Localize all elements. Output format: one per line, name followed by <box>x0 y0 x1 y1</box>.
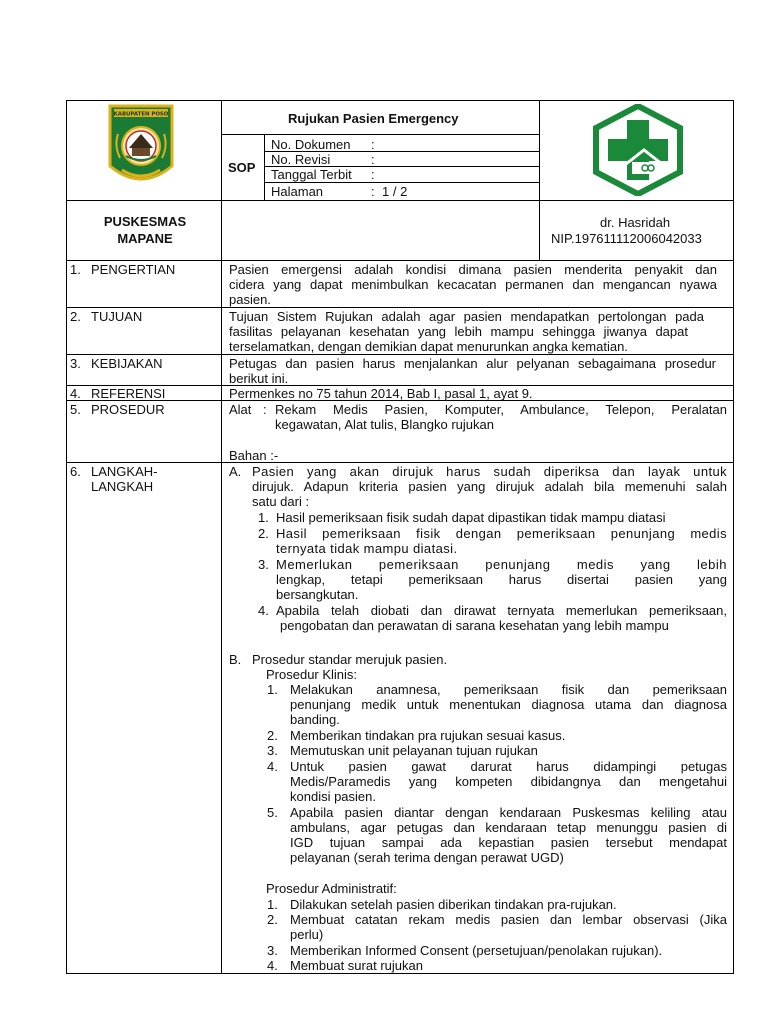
list-item: pengobatan dan perawatan di sarana kesehatan yang lebih mampu <box>280 618 669 633</box>
pengertian-text: cidera yang dapat menimbulkan kecacatan permanen dan mengancan nyawa <box>229 277 717 292</box>
section-number: 4. <box>70 386 81 401</box>
field-sep: : <box>371 152 375 167</box>
list-item: Memerlukan pemeriksaan penunjang medis yang lebih <box>276 557 727 572</box>
field-label-tanggal-terbit: Tanggal Terbit <box>271 167 352 182</box>
alat-sep: : <box>263 402 267 417</box>
field-sep: : <box>371 167 375 182</box>
list-item: Melakukan anamnesa, pemeriksaan fisik dan pemeriksaan <box>290 682 727 697</box>
sop-label: SOP <box>228 160 256 175</box>
list-item: banding. <box>290 712 340 727</box>
list-item: Hasil pemeriksaan fisik dengan pemeriksaan penunjang medis <box>276 526 727 541</box>
field-sep: : <box>371 184 375 199</box>
kebijakan-text: berikut ini. <box>229 371 289 386</box>
section-label-prosedur: PROSEDUR <box>91 402 165 417</box>
pengertian-text: Pasien emergensi adalah kondisi dimana pasien menderita penyakit dan <box>229 262 717 277</box>
list-number: 3. <box>258 557 269 572</box>
list-number: 5. <box>267 805 278 820</box>
alat-text: Rekam Medis Pasien, Komputer, Ambulance, Telepon, Peralatan <box>275 402 727 417</box>
a-text: satu dari : <box>252 494 310 509</box>
list-number: 1. <box>267 682 278 697</box>
field-sep: : <box>371 137 375 152</box>
list-item: pelayanan (serah terima dengan perawat UGD) <box>290 850 564 865</box>
section-label-pengertian: PENGERTIAN <box>91 262 176 277</box>
section-number: 2. <box>70 309 81 324</box>
section-number: 5. <box>70 402 81 417</box>
emblem-label: KABUPATEN POSO <box>113 111 169 118</box>
field-label-halaman: Halaman <box>271 184 324 199</box>
list-item: ternyata tidak mampu diatasi. <box>276 541 458 556</box>
list-number: 4. <box>267 759 278 774</box>
list-item: Membuat surat rujukan <box>290 958 423 973</box>
tujuan-text: fasilitas pelayanan kesehatan yang lebih mampu sehingga jiwanya dapat <box>229 324 688 339</box>
puskesmas-logo <box>590 104 686 196</box>
list-item: bersangkutan. <box>276 587 359 602</box>
kabupaten-poso-emblem <box>108 104 174 194</box>
org-name-line2: MAPANE <box>117 231 173 246</box>
list-marker-b: B. <box>229 652 242 667</box>
section-number: 3. <box>70 356 81 371</box>
list-item: Apabila telah diobati dan dirawat ternyata memerlukan pemeriksaan, <box>276 603 727 618</box>
list-number: 2. <box>258 526 269 541</box>
list-number: 2. <box>267 728 278 743</box>
list-number: 3. <box>267 943 278 958</box>
section-number: 6. <box>70 464 81 479</box>
list-number: 1. <box>267 897 278 912</box>
list-item: Untuk pasien gawat darurat harus didampingi petugas <box>290 759 727 774</box>
list-item: ambulans, agar petugas dan kendaraan tetap menunggu pasien di <box>290 820 727 835</box>
section-label-tujuan: TUJUAN <box>91 309 143 324</box>
field-label-no-revisi: No. Revisi <box>271 152 331 167</box>
field-label-no-dokumen: No. Dokumen <box>271 137 351 152</box>
list-item: perlu) <box>290 927 324 942</box>
admin-title: Prosedur Administratif: <box>266 881 397 896</box>
klinis-title: Prosedur Klinis: <box>266 667 358 682</box>
list-item: kondisi pasien. <box>290 789 376 804</box>
tujuan-text: terselamatkan, dengan demikian dapat menurunkan angka kematian. <box>229 339 628 354</box>
section-label-langkah: LANGKAH- <box>91 464 158 479</box>
list-number: 1. <box>258 510 269 525</box>
section-label-kebijakan: KEBIJAKAN <box>91 356 163 371</box>
field-value-halaman: 1 / 2 <box>382 184 408 199</box>
signer-nip: NIP.197611112006042033 <box>551 231 702 246</box>
list-item: Dilakukan setelah pasien diberikan tindakan pra-rujukan. <box>290 897 617 912</box>
referensi-text: Permenkes no 75 tahun 2014, Bab I, pasal 1, ayat 9. <box>229 386 533 401</box>
list-number: 2. <box>267 912 278 927</box>
org-name-line1: PUSKESMAS <box>103 214 187 229</box>
list-item: Memberikan Informed Consent (persetujuan/penolakan rujukan). <box>290 943 663 958</box>
list-item: Memberikan tindakan pra rujukan sesuai kasus. <box>290 728 566 743</box>
alat-label: Alat <box>229 402 252 417</box>
list-item: penunjang medik untuk menentukan diagnosa utama dan diagnosa <box>290 697 727 712</box>
bahan-text: Bahan :- <box>229 448 279 463</box>
alat-text: kegawatan, Alat tulis, Blangko rujukan <box>275 417 494 432</box>
list-item: Memutuskan unit pelayanan tujuan rujukan <box>290 743 538 758</box>
tujuan-text: Tujuan Sistem Rujukan adalah agar pasien mendapatkan pertolongan pada <box>229 309 704 324</box>
kebijakan-text: Petugas dan pasien harus menjalankan alur pelyanan sebagaimana prosedur <box>229 356 716 371</box>
b-text: Prosedur standar merujuk pasien. <box>252 652 448 667</box>
section-label-referensi: REFERENSI <box>91 386 166 401</box>
list-number: 3. <box>267 743 278 758</box>
signer-name: dr. Hasridah <box>600 215 671 230</box>
pengertian-text: pasien. <box>229 292 271 307</box>
a-text: dirujuk. Adapun kriteria pasien yang dirujuk adalah bila memenuhi salah <box>252 479 727 494</box>
list-item: Membuat catatan rekam medis pasien dan lembar observasi (Jika <box>290 912 727 927</box>
list-item: Medis/Paramedis yang kompeten dibidangnya dan mengetahui <box>290 774 727 789</box>
list-marker-a: A. <box>229 464 242 479</box>
list-number: 4. <box>267 958 278 973</box>
list-item: IGD tujuan sampai ada kepastian pasien tersebut mendapat <box>290 835 727 850</box>
section-label-langkah: LANGKAH <box>91 479 154 494</box>
list-number: 4. <box>258 603 269 618</box>
section-number: 1. <box>70 262 81 277</box>
document-title: Rujukan Pasien Emergency <box>288 111 459 126</box>
list-item: Hasil pemeriksaan fisik sudah dapat dipastikan tidak mampu diatasi <box>276 510 666 525</box>
list-item: Apabila pasien diantar dengan kendaraan Puskesmas keliling atau <box>290 805 727 820</box>
a-text: Pasien yang akan dirujuk harus sudah diperiksa dan layak untuk <box>252 464 727 479</box>
list-item: lengkap, tetapi pemeriksaan harus disertai pasien yang <box>276 572 727 587</box>
